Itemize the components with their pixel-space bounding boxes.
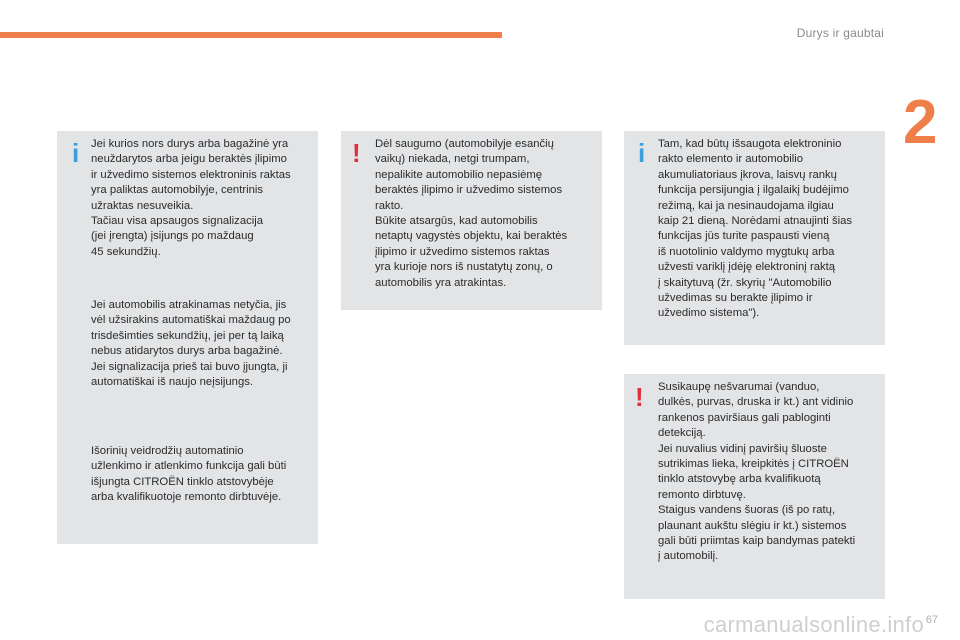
- header-accent-bar: [0, 32, 502, 38]
- info-icon: i: [72, 138, 80, 168]
- info-paragraph-3: Išorinių veidrodžių automatinio užlenkimo ir atlenkimo funkcija gali būti išjungta CITROËN tinklo atstovybėje arba kvalifikuotoje remonto dirbtuvėje.: [91, 445, 287, 504]
- page-number: 67: [925, 614, 938, 626]
- warning-paragraph-right: Susikaupę nešvarumai (vanduo, dulkės, purvas, druska ir kt.) ant vidinio rankenos paviršiaus gali pabloginti detekciją. Jei nuvalius vidinį paviršių šluoste sutrikimas lieka, kreipkitės į CITROËN tinklo atstovybę arba kvalifikuotą remonto dirbtuvę. Staigus vandens šuoras (iš po ratų, plaunant aukštu slėgiu ir kt.) sistemos gali būti priimtas kaip bandymas patekti į automobilį.: [658, 381, 856, 563]
- watermark: carmanualsonline.info: [703, 612, 924, 637]
- warning-paragraph: Dėl saugumo (automobilyje esančių vaikų) niekada, netgi trumpam, nepalikite automobilio nepasiėmę beraktės įlipimo ir užvedimo sistemos rakto. Būkite atsargūs, kad automobilis netaptų vagystės objektu, kai beraktės įlipimo ir užvedimo sistemos raktas yra kurioje nors iš nustatytų zonų, o automobilis yra atrakintas.: [375, 138, 568, 289]
- info-box-right: [624, 131, 885, 345]
- warning-box-middle: [341, 131, 602, 310]
- chapter-number: 2: [903, 88, 938, 157]
- warning-icon: !: [635, 382, 644, 412]
- warning-box-right: [624, 374, 885, 599]
- info-paragraph-2: Jei automobilis atrakinamas netyčia, jis vėl užsirakins automatiškai maždaug po trisdešimties sekundžių, jei per tą laiką nebus atidarytos durys arba bagažinė. Jei signalizacija prieš tai buvo įjungta, ji automatiškai iš naujo neįsijungs.: [91, 299, 291, 389]
- info-box-left: [57, 131, 318, 544]
- section-title: Durys ir gaubtai: [796, 26, 884, 40]
- info-icon: i: [638, 138, 646, 168]
- info-paragraph-right: Tam, kad būtų išsaugota elektroninio rakto elemento ir automobilio akumuliatoriaus įkrova, laisvų rankų funkcija persijungia į ilgalaikį budėjimo režimą, kai ja nesinaudojama ilgiau kaip 21 dieną. Norėdami atnaujinti šias funkcijas jūs turite paspausti vieną iš nuotolinio valdymo mygtukų arba užvesti variklį įdėję elektroninį raktą į skaitytuvą (žr. skyrių "Automobilio užvedimas su berakte įlipimo ir užvedimo sistema").: [658, 138, 853, 320]
- warning-icon: !: [352, 138, 361, 168]
- info-paragraph-1: Jei kurios nors durys arba bagažinė yra neuždarytos arba jeigu beraktės įlipimo ir užvedimo sistemos elektroninis raktas yra paliktas automobilyje, centrinis užraktas nesuveikia. Tačiau visa apsaugos signalizacija (jei įrengta) įsijungs po maždaug 45 sekundžių.: [91, 138, 291, 258]
